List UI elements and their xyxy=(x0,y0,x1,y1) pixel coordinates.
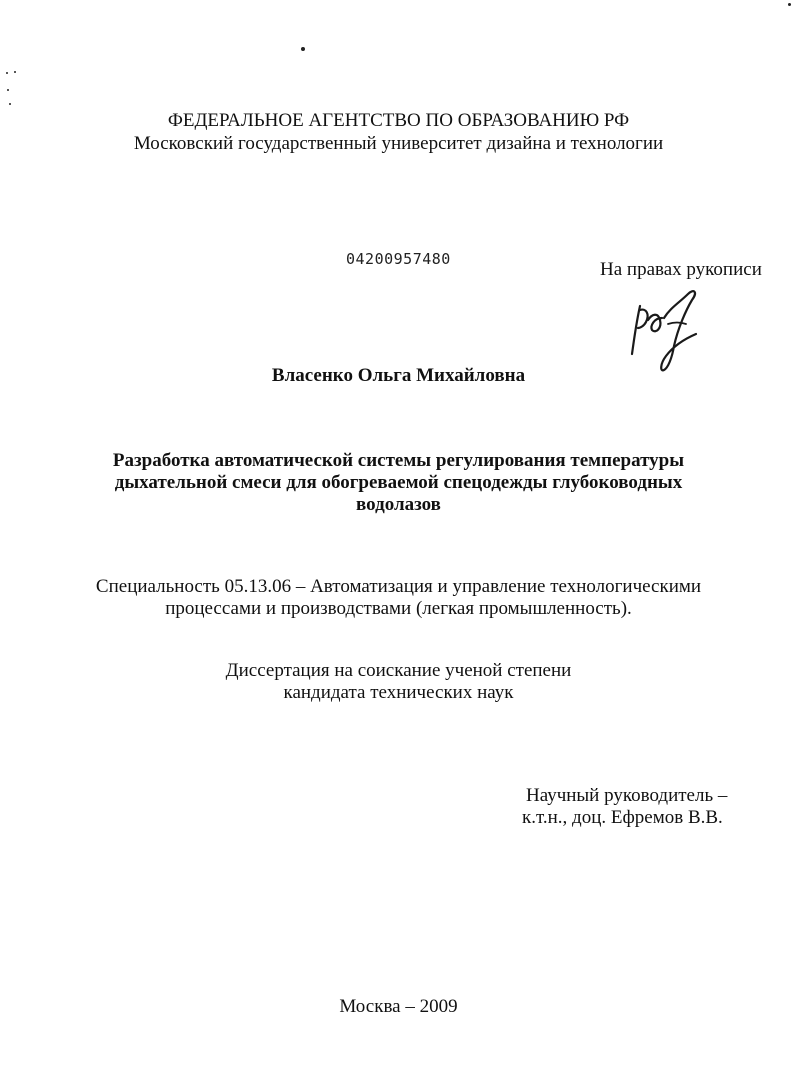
supervisor-name: к.т.н., доц. Ефремов В.В. xyxy=(522,807,723,828)
university-name: Московский государственный университет дизайна и технологии xyxy=(133,133,664,154)
dissertation-title-line-3: водолазов xyxy=(356,494,441,515)
catalog-number: 04200957480 xyxy=(346,250,451,268)
manuscript-rights-label: На правах рукописи xyxy=(600,259,762,280)
signature-icon xyxy=(622,284,714,376)
city-year: Москва – 2009 xyxy=(339,996,458,1017)
dissertation-title-line-1: Разработка автоматической системы регулирования температуры xyxy=(112,450,685,471)
author-name: Власенко Ольга Михайловна xyxy=(271,365,526,386)
scan-speck xyxy=(7,89,9,91)
scan-speck xyxy=(9,103,11,105)
scan-speck xyxy=(6,72,8,74)
specialty-line-2: процессами и производствами (легкая промышленность). xyxy=(165,598,632,619)
scan-speck xyxy=(788,3,791,6)
degree-line-2: кандидата технических наук xyxy=(283,682,514,703)
agency-heading: ФЕДЕРАЛЬНОЕ АГЕНТСТВО ПО ОБРАЗОВАНИЮ РФ xyxy=(167,110,630,131)
scan-speck xyxy=(14,71,16,73)
dissertation-title-line-2: дыхательной смеси для обогреваемой спецодежды глубоководных xyxy=(114,472,683,493)
degree-line-1: Диссертация на соискание ученой степени xyxy=(225,660,572,681)
supervisor-label: Научный руководитель – xyxy=(526,785,728,806)
scan-speck xyxy=(301,47,305,51)
specialty-line-1: Специальность 05.13.06 – Автоматизация и управление технологическими xyxy=(95,576,702,597)
